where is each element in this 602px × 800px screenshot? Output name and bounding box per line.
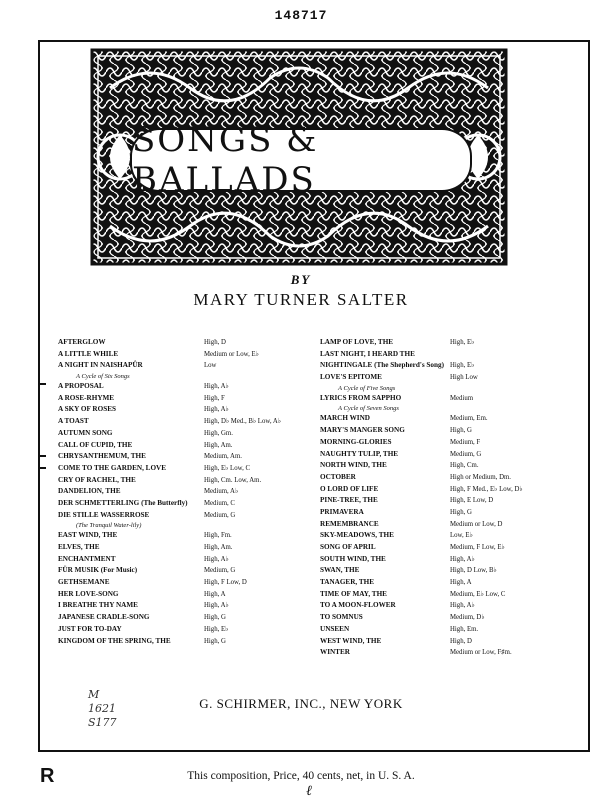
margin-tick: [38, 467, 46, 469]
song-title: HER LOVE-SONG: [58, 589, 119, 598]
song-row: [58, 530, 308, 542]
song-title: A LITTLE WHILE: [58, 349, 119, 358]
song-list-right: [320, 337, 570, 659]
song-title: LYRICS FROM SAPPHO: [320, 393, 402, 402]
song-title: WINTER: [320, 648, 350, 657]
song-title: TO A MOON-FLOWER: [320, 601, 396, 610]
song-row: [320, 413, 570, 425]
song-row: [320, 437, 570, 449]
song-row: [320, 425, 570, 437]
song-row: [320, 554, 570, 566]
song-title: OCTOBER: [320, 472, 356, 481]
song-row: [320, 612, 570, 624]
song-title: UNSEEN: [320, 624, 350, 633]
song-key: Low: [204, 362, 217, 370]
song-key: High, F Low, D: [204, 579, 247, 587]
song-row: [320, 384, 570, 393]
song-row: [58, 372, 308, 381]
song-title: GETHSEMANE: [58, 578, 110, 587]
song-key: High, A: [450, 579, 472, 587]
song-row: [320, 360, 570, 372]
song-key: High, E♭ Low, C: [204, 464, 250, 472]
song-title: A TOAST: [58, 417, 89, 426]
song-title: NORTH WIND, THE: [320, 461, 387, 470]
song-title: REMEMBRANCE: [320, 519, 379, 528]
song-title: TANAGER, THE: [320, 578, 375, 587]
margin-tick: [38, 383, 46, 385]
song-row: [58, 521, 308, 530]
song-key: High, A♭: [450, 602, 475, 610]
song-title: LOVE'S EPITOME: [320, 373, 382, 382]
plate-number: 148717: [274, 8, 328, 23]
song-title: LAST NIGHT, I HEARD THE: [320, 349, 415, 358]
song-row: [58, 463, 308, 475]
song-title: MARY'S MANGER SONG: [320, 426, 405, 435]
song-title: SKY-MEADOWS, THE: [320, 531, 394, 540]
song-key: High, E Low, D: [450, 497, 494, 505]
margin-tick: [38, 455, 46, 457]
song-key: High, A: [204, 590, 226, 598]
song-key: High, A♭: [204, 383, 229, 391]
footer-mark: ℓ: [306, 784, 312, 799]
song-row: [58, 404, 308, 416]
price-line: This composition, Price, 40 cents, net, in U. S. A.: [187, 770, 415, 782]
song-key: Medium or Low, F♯m.: [450, 649, 512, 657]
song-key: High, F: [204, 394, 225, 402]
song-title: A Cycle of Seven Songs: [338, 405, 399, 413]
by-line: BY: [290, 272, 312, 287]
song-title: SOUTH WIND, THE: [320, 554, 386, 563]
song-key: High, E♭: [450, 339, 475, 346]
song-row: [58, 600, 308, 612]
song-row: [58, 510, 308, 522]
song-title: A Cycle of Five Songs: [338, 384, 396, 392]
song-row: [58, 337, 308, 349]
song-key: High, A♭: [204, 406, 229, 414]
song-row: [58, 440, 308, 452]
song-row: [58, 589, 308, 601]
song-title: O LORD OF LIFE: [320, 484, 379, 493]
song-key: Medium, Em.: [450, 415, 488, 423]
song-row: [320, 449, 570, 461]
song-key: High, D: [450, 637, 472, 645]
publisher-imprint: G. SCHIRMER, INC., NEW YORK: [199, 696, 403, 711]
song-key: Medium, A♭: [204, 488, 239, 496]
song-title: A Cycle of Six Songs: [76, 373, 130, 381]
song-key: High, Cm.: [450, 462, 479, 470]
song-title: A NIGHT IN NAISHAPÛR: [58, 361, 143, 370]
song-key: High, Cm. Low, Am.: [204, 476, 262, 484]
song-key: Medium or Low, D: [450, 520, 503, 528]
song-title: WEST WIND, THE: [320, 636, 382, 645]
corner-letter: R: [40, 765, 55, 787]
song-row: [320, 565, 570, 577]
song-title: JAPANESE CRADLE-SONG: [58, 613, 150, 622]
song-title: DER SCHMETTERLING (The Butterfly): [58, 498, 188, 507]
song-title: ENCHANTMENT: [58, 554, 116, 563]
song-row: [58, 577, 308, 589]
song-title: A ROSE-RHYME: [58, 393, 115, 402]
title-cartouche: [130, 120, 472, 200]
song-row: [320, 636, 570, 648]
song-key: High or Medium, Dm.: [450, 473, 511, 481]
song-key: Medium or Low, E♭: [204, 350, 259, 358]
song-title: CHRYSANTHEMUM, THE: [58, 452, 146, 461]
ornamental-title-banner: [90, 48, 508, 266]
song-row: [320, 495, 570, 507]
song-row: [320, 372, 570, 384]
song-title: COME TO THE GARDEN, LOVE: [58, 463, 167, 472]
song-key: High, A♭: [450, 555, 475, 563]
song-key: High, D♭ Med., B♭ Low, A♭: [204, 418, 281, 426]
song-row: [58, 612, 308, 624]
song-title: I BREATHE THY NAME: [58, 601, 138, 610]
page-title: SONGS & BALLADS: [132, 120, 319, 200]
song-row: [58, 565, 308, 577]
song-key: High, Am.: [204, 441, 233, 449]
song-key: High, F Med., E♭ Low, D♭: [450, 485, 523, 493]
song-row: [320, 472, 570, 484]
song-key: Medium, C: [204, 499, 235, 507]
song-title: MARCH WIND: [320, 414, 370, 423]
song-row: [320, 337, 570, 349]
song-key: High, D Low, B♭: [450, 567, 497, 575]
song-row: [320, 507, 570, 519]
song-key: High Low: [450, 374, 478, 382]
song-key: High, Am.: [204, 544, 233, 551]
composer-name: MARY TURNER SALTER: [193, 290, 409, 309]
song-row: [58, 360, 308, 372]
stamp-line: M: [88, 688, 100, 701]
song-title: AUTUMN SONG: [58, 428, 113, 437]
song-key: Medium, D♭: [450, 614, 485, 622]
song-row: [58, 486, 308, 498]
song-row: [58, 428, 308, 440]
song-row: [320, 577, 570, 589]
song-key: High, E♭: [450, 362, 475, 370]
song-key: High, Em.: [450, 625, 479, 633]
song-row: [58, 393, 308, 405]
song-key: Low, E♭: [450, 532, 473, 540]
song-key: High, A♭: [204, 602, 229, 610]
song-title: JUST FOR TO-DAY: [58, 624, 122, 633]
song-row: [58, 542, 308, 554]
song-key: Medium, F Low, E♭: [450, 544, 505, 551]
song-key: High, G: [204, 637, 226, 645]
song-row: [320, 484, 570, 496]
song-title: MORNING-GLORIES: [320, 437, 392, 446]
song-row: [58, 554, 308, 566]
song-row: [320, 393, 570, 405]
song-key: High, G: [450, 508, 472, 516]
song-key: Medium, Am.: [204, 453, 242, 461]
song-row: [58, 416, 308, 428]
song-row: [320, 624, 570, 636]
song-title: KINGDOM OF THE SPRING, THE: [58, 636, 171, 645]
song-key: High, E♭: [204, 625, 229, 633]
song-key: High, Fm.: [204, 532, 232, 540]
song-key: Medium, G: [204, 511, 236, 519]
song-title: FÜR MUSIK (For Music): [58, 566, 138, 575]
song-key: High, Gm.: [204, 429, 233, 437]
song-key: High, A♭: [204, 555, 229, 563]
song-row: [58, 381, 308, 393]
song-key: Medium, E♭ Low, C: [450, 590, 506, 598]
song-title: (The Tranquil Water-lily): [76, 522, 142, 530]
song-row: [320, 589, 570, 601]
stamp-line: S177: [88, 716, 117, 729]
song-title: EAST WIND, THE: [58, 531, 118, 540]
song-key: High, G: [204, 614, 226, 622]
song-title: A PROPOSAL: [58, 382, 104, 391]
song-row: [320, 404, 570, 413]
song-row: [320, 519, 570, 531]
song-row: [58, 498, 308, 510]
song-key: Medium, G: [204, 567, 236, 575]
song-list-left: [58, 337, 308, 647]
song-title: LAMP OF LOVE, THE: [320, 338, 394, 346]
song-row: [320, 530, 570, 542]
stamp-line: 1621: [88, 702, 116, 715]
song-row: [58, 636, 308, 648]
song-title: NAUGHTY TULIP, THE: [320, 449, 399, 458]
song-row: [58, 349, 308, 361]
song-title: PINE-TREE, THE: [320, 496, 378, 505]
song-title: DIE STILLE WASSERROSE: [58, 510, 150, 519]
song-key: Medium, F: [450, 438, 481, 446]
song-title: TO SOMNUS: [320, 613, 363, 622]
song-row: [320, 600, 570, 612]
song-key: Medium, G: [450, 450, 482, 458]
song-title: NIGHTINGALE (The Shepherd's Song): [320, 361, 445, 370]
song-title: PRIMAVERA: [320, 507, 364, 516]
song-row: [58, 475, 308, 487]
song-row: [320, 460, 570, 472]
song-row: [320, 349, 570, 361]
song-row: [320, 647, 570, 659]
song-title: TIME OF MAY, THE: [320, 589, 387, 598]
song-key: High, D: [204, 339, 226, 346]
song-row: [58, 624, 308, 636]
song-row: [320, 542, 570, 554]
song-title: SONG OF APRIL: [320, 543, 376, 551]
song-title: CRY OF RACHEL, THE: [58, 475, 136, 484]
song-key: High, G: [450, 427, 472, 435]
song-title: AFTERGLOW: [58, 338, 106, 346]
song-key: Medium: [450, 394, 474, 402]
song-title: ELVES, THE: [58, 543, 100, 551]
song-title: CALL OF CUPID, THE: [58, 440, 133, 449]
song-row: [58, 451, 308, 463]
song-title: SWAN, THE: [320, 566, 360, 575]
song-title: DANDELION, THE: [58, 487, 121, 496]
song-title: A SKY OF ROSES: [58, 405, 116, 414]
